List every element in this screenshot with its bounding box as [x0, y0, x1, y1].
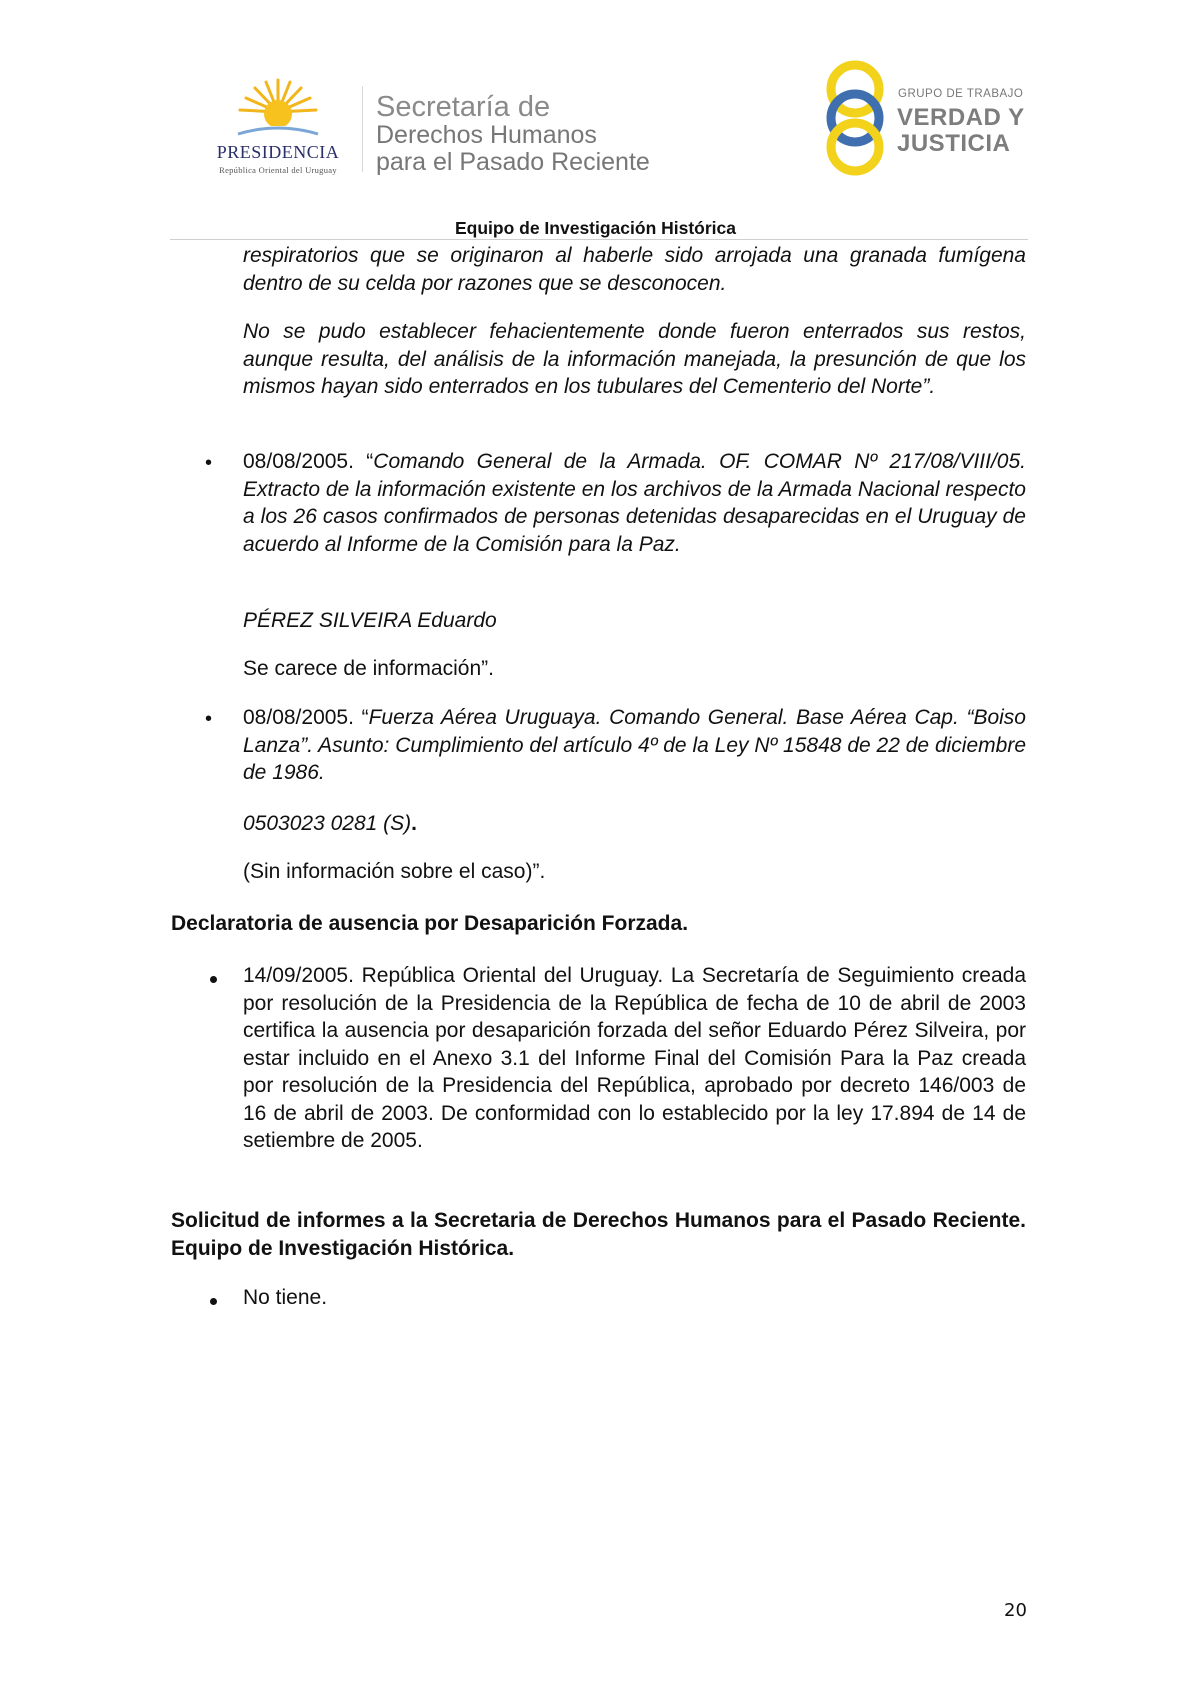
section-title: Equipo de Investigación Histórica — [454, 218, 737, 238]
item-date: 08/08/2005. “ — [243, 706, 369, 729]
bullet-dot-4 — [210, 1298, 217, 1305]
list-item-declaratoria: 14/09/2005. República Oriental del Uruguay. La Secretaría de Seguimiento creada por resolución de la Presidencia de la República de fecha de 10 de abril de 2003 certifica la ausencia por desaparición forzada del señor Eduardo Pérez Silveira, por estar incluido en el Anexo 3.1 del Informe Final del Comisión Para la Paz creada por resolución de la Presidencia del República, aprobado por decreto 146/003 de 16 de abril de 2003. De conformidad con lo establecido por la ley 17.894 de 14 de setiembre de 2005. — [243, 964, 1026, 1152]
header-rule — [170, 239, 1028, 240]
person-name: PÉREZ SILVEIRA Eduardo — [243, 609, 497, 632]
secretaria-line-3: para el Pasado Reciente — [376, 148, 650, 176]
reference-code-value: 0503023 0281 (S) — [243, 812, 412, 835]
vyj-line-1: VERDAD Y — [897, 104, 1025, 131]
list-item-no-tiene: No tiene. — [243, 1286, 328, 1309]
header-divider — [362, 86, 363, 172]
sun-icon — [236, 78, 320, 142]
bullet-dot-3 — [210, 976, 217, 983]
page-number: 20 — [1004, 1600, 1027, 1621]
secretaria-logo-text — [376, 92, 650, 176]
reference-code — [243, 810, 1026, 838]
heading-solicitud: Solicitud de informes a la Secretaria de Derechos Humanos para el Pasado Reciente. Equipo de Investigación Histórica. — [171, 1209, 1026, 1260]
heading-declaratoria: Declaratoria de ausencia por Desaparición Forzada. — [171, 912, 689, 935]
list-item-fuerza-aerea — [243, 704, 1026, 787]
secretaria-line-2: Derechos Humanos — [376, 121, 597, 149]
armada-note: Se carece de información”. — [243, 657, 494, 680]
item-date: 08/08/2005. “ — [243, 450, 374, 473]
verdad-justicia-logo — [822, 56, 1032, 180]
fuerza-aerea-note: (Sin información sobre el caso)”. — [243, 860, 546, 883]
secretaria-line-1: Secretaría de — [376, 91, 551, 123]
vyj-line-2: JUSTICIA — [897, 130, 1011, 157]
presidencia-subtitle: República Oriental del Uruguay — [219, 165, 337, 175]
presidencia-title: PRESIDENCIA — [216, 142, 340, 162]
paragraph-2: No se pudo establecer fehacientemente donde fueron enterrados sus restos, aunque resulta, del análisis de la información manejada, la presunción de que los mismos hayan sido enterrados en los tubulares del Cementerio del Norte”. — [243, 320, 1026, 398]
reference-code-end: . — [411, 812, 417, 835]
paragraph-1: respiratorios que se originaron al haberle sido arrojada una granada fumígena dentro de su celda por razones que se desconocen. — [243, 244, 1026, 295]
item-text: Fuerza Aérea Uruguaya. Comando General. Base Aérea Cap. “Boiso Lanza”. Asunto: Cumplimiento del artículo 4º de la Ley Nº 15848 de 22 de diciembre de 1986. — [243, 706, 1026, 784]
linked-rings-icon — [822, 56, 888, 180]
vyj-small-text: GRUPO DE TRABAJO — [898, 88, 1024, 100]
presidencia-logo — [196, 78, 360, 178]
item-text: Comando General de la Armada. OF. COMAR Nº 217/08/VIII/05. Extracto de la información existente en los archivos de la Armada Nacional respecto a los 26 casos confirmados de personas detenidas desaparecidas en el Uruguay de acuerdo al Informe de la Comisión para la Paz. — [243, 450, 1027, 556]
list-item-armada — [243, 448, 1026, 558]
bullet-1: • — [205, 452, 213, 474]
bullet-2: • — [205, 708, 213, 730]
